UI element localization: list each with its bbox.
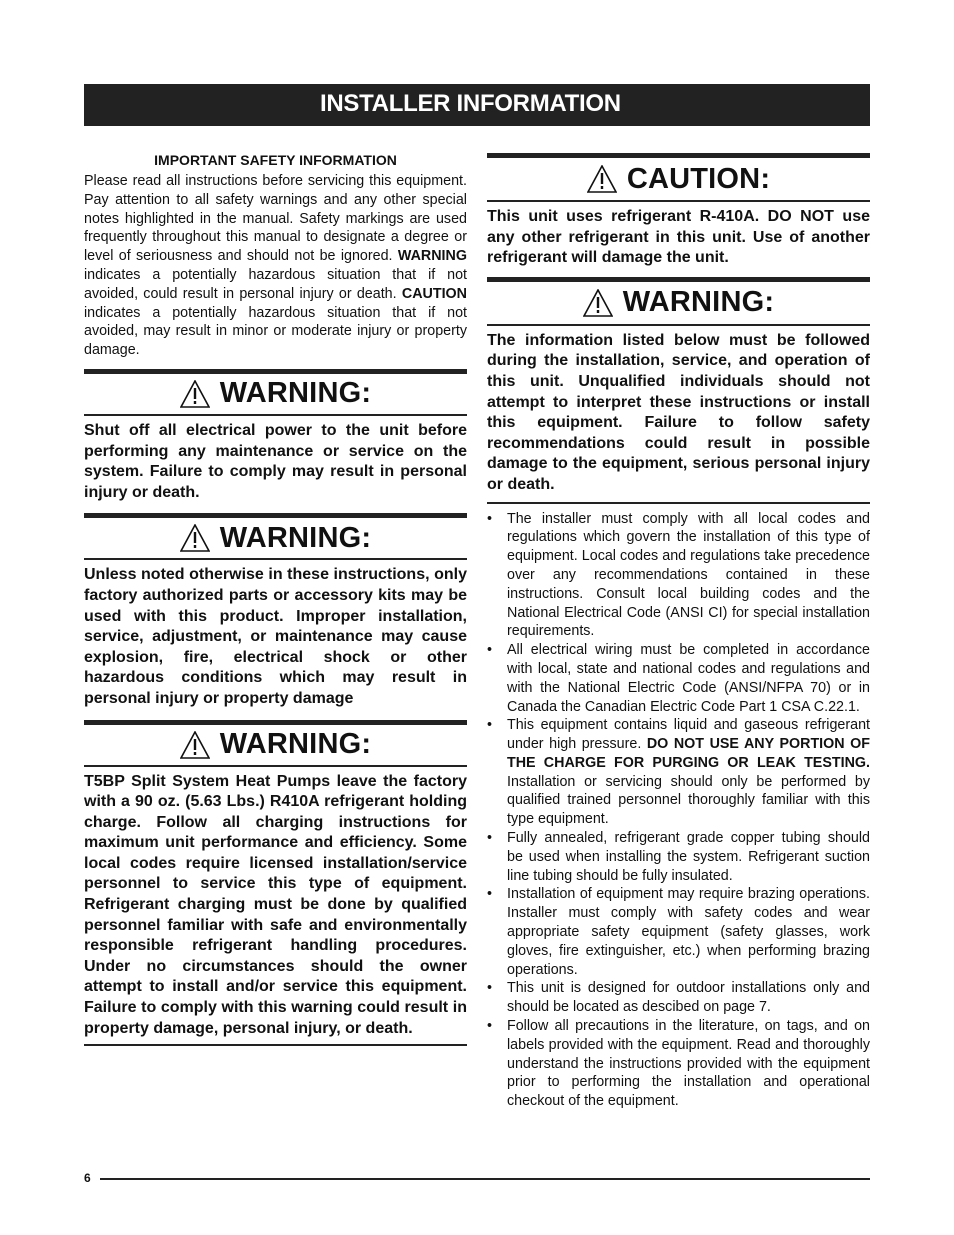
warning-term: WARNING [397,248,467,265]
footer-rule [100,1178,870,1180]
warning-triangle-icon [180,524,210,552]
list-item-text: This equipment contains liquid and gaseous refrigerant under high pressure. [507,717,870,753]
safety-info-title: IMPORTANT SAFETY INFORMATION [154,152,397,168]
warning-box-4-header [487,277,870,326]
list-item [487,716,870,829]
list-item-bold-text: DO NOT USE ANY PORTION OF THE CHARGE FOR PURGING OR LEAK TESTING. [507,736,870,771]
warning-box-2-header [84,513,467,560]
warning-label: WARNING: [219,521,372,554]
caution-label: CAUTION: [626,162,771,195]
warning-4-rule [487,502,870,504]
list-item: • All electrical wiring must be completed in accordance with local, state and national codes and regulations and with the National Electric Code (ANSI/NFPA 70) or in Canada the Canadian Electric Code Part 1 CSA C.22.1. [487,641,870,716]
left-column [84,150,467,1046]
safety-info-text [84,172,467,360]
warning-2-text: Unless noted otherwise in these instructions, only factory authorized parts or accessory kits may be used with this product. Improper installation, service, adjustment, or maintenance may cause explosion, fire, electrical shock or other hazardous conditions which may result in personal injury or property damage [84,566,467,707]
warning-label: WARNING: [622,286,775,319]
list-item: • Fully annealed, refrigerant grade copper tubing should be used when installing the system. Refrigerant suction line tubing should be fully insulated. [487,829,870,885]
section-title: INSTALLER INFORMATION [320,90,621,117]
warning-3-rule [84,1044,467,1046]
page-number: 6 [84,1171,91,1185]
warning-triangle-icon [587,165,617,193]
caution-term: CAUTION [401,285,467,302]
safety-intro: Please read all instructions before servicing this equipment. Pay attention to all safety warnings and any other special notes highlighted in the manual. Safety markings are used frequently throughout this manual to designate a degree or level of seriousness and should not be ignored. [84,173,467,265]
installer-bullet-list [487,510,870,1112]
warning-triangle-icon [180,380,210,408]
list-item: • Follow all precautions in the literature, on tags, and on labels provided with the equipment. Read and thoroughly understand the instructions provided with the equipment prior to performing the installation and operational checkout of the equipment. [487,1017,870,1111]
list-item: • This unit is designed for outdoor installations only and should be located as descibed on page 7. [487,979,870,1017]
list-item-text: Installation or servicing should only be performed by qualified trained personnel thoroughly familiar with this type equipment. [507,773,870,828]
warning-3-text: T5BP Split System Heat Pumps leave the factory with a 90 oz. (5.63 Lbs.) R410A refrigerant holding charge. Follow all charging instructions for maximum unit performance and efficiency. Some local codes require licensed installation/service personnel to service this type of equipment. Refrigerant charging must be done by qualified personnel familiar with safe and environmentally responsible refrigerant handling procedures. Under no circumstances should the owner attempt to install and/or service this equipment. Failure to comply with this warning could result in property damage, personal injury, or death. [84,772,467,1037]
warning-triangle-icon [583,289,613,317]
right-column [487,150,870,1111]
warning-1-text: Shut off all electrical power to the unit before performing any maintenance or service on the system. Failure to comply may result in personal injury or death. [84,421,467,501]
warning-definition: indicates a potentially hazardous situation that if not avoided, could result in personal injury or death. [84,266,467,302]
warning-4-text: The information listed below must be followed during the installation, service, and operation of this unit. Unqualified individuals should not attempt to interpret these instructions or install this equipment. Failure to follow safety recommendations could result in possible damage to the equipment, serious personal injury or death. [487,331,870,493]
warning-label: WARNING: [219,377,372,410]
warning-box-3-header [84,720,467,767]
warning-label: WARNING: [219,728,372,760]
list-item: • Installation of equipment may require brazing operations. Installer must comply with safety codes and wear appropriate safety equipment (safety glasses, work gloves, fire extinguisher, etc.) when performing brazing operations. [487,885,870,979]
caution-box-header [487,153,870,202]
warning-box-1-header [84,369,467,416]
section-header-bar [84,84,870,126]
warning-triangle-icon [180,731,210,759]
list-item: • The installer must comply with all local codes and regulations which govern the installation of this type of equipment. Local codes and regulations take precedence over any recommendations contained in these instructions. Consult local building codes and the National Electrical Code (ANSI CI) for special installation requirements. [487,510,870,642]
caution-text: This unit uses refrigerant R-410A. DO NOT use any other refrigerant in this unit. Use of another refrigerant will damage the unit. [487,208,870,267]
caution-definition: indicates a potentially hazardous situation that if not avoided, may result in minor or moderate injury or property damage. [84,304,467,359]
